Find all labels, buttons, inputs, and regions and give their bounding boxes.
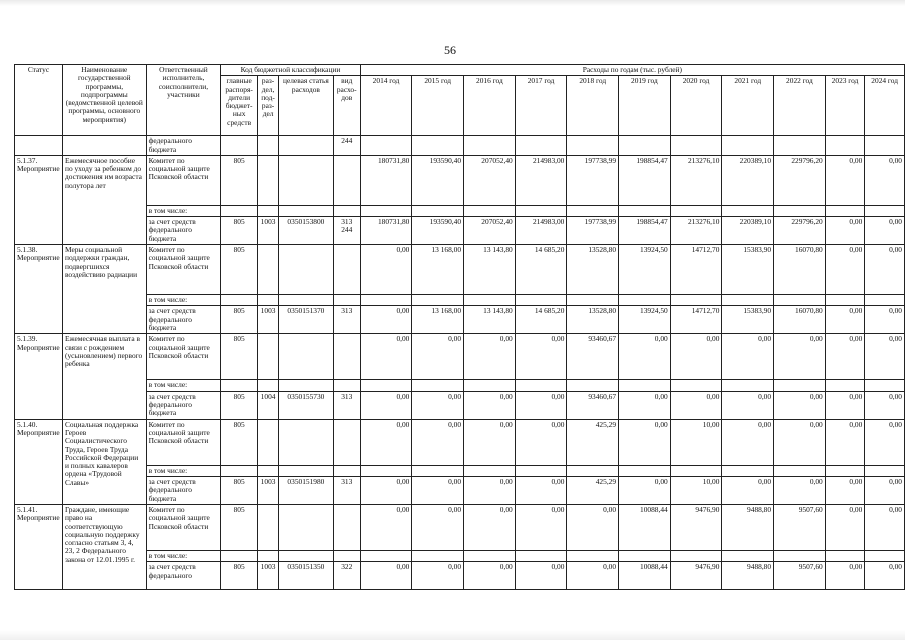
carry-over-row: [15, 136, 905, 156]
year-value: 0,00: [412, 419, 464, 465]
year-value: 0,00: [865, 245, 905, 295]
federal-year-value: 207052,40: [464, 217, 516, 245]
federal-kind: 313 244: [333, 217, 360, 245]
federal-year-value: 0,00: [567, 562, 619, 590]
year-value: 0,00: [670, 334, 722, 380]
federal-year-value: 0,00: [865, 306, 905, 334]
year-value: 0,00: [412, 504, 464, 550]
federal-section: 1003: [258, 562, 279, 590]
measure-row: [15, 155, 905, 205]
federal-year-value: 0,00: [865, 391, 905, 419]
federal-grbs: 805: [221, 391, 258, 419]
year-value: 0,00: [464, 419, 516, 465]
year-value: 13 143,80: [464, 245, 516, 295]
year-value: 0,00: [865, 419, 905, 465]
year-value: 0,00: [774, 334, 826, 380]
federal-year-value: 0,00: [865, 562, 905, 590]
federal-year-value: 9476,90: [670, 562, 722, 590]
federal-year-value: 0,00: [360, 306, 412, 334]
federal-label: за счет средств федерального бюджета: [146, 306, 221, 334]
including-row: [15, 205, 905, 216]
federal-year-value: 9507,60: [774, 562, 826, 590]
federal-year-value: 13528,80: [567, 306, 619, 334]
header-status: Статус: [15, 65, 63, 136]
scan-top-edge: [0, 0, 905, 6]
year-value: 0,00: [774, 419, 826, 465]
year-value: 213276,10: [670, 155, 722, 205]
federal-year-value: 93460,67: [567, 391, 619, 419]
federal-year-value: 16070,80: [774, 306, 826, 334]
federal-year-value: 0,00: [825, 391, 865, 419]
header-section: раз-дел, под-раз-дел: [258, 76, 279, 136]
year-value: 198854,47: [619, 155, 671, 205]
year-value: 220389,10: [722, 155, 774, 205]
year-value: 0,00: [360, 334, 412, 380]
federal-year-value: 0,00: [825, 306, 865, 334]
federal-kind: 313: [333, 391, 360, 419]
header-year: 2016 год: [464, 76, 516, 136]
measure-name: Ежемесячная выплата в связи с рождением (усыновлением) первого ребенка: [62, 334, 146, 419]
federal-year-value: 0,00: [722, 391, 774, 419]
year-value: 425,29: [567, 419, 619, 465]
including-row: [15, 295, 905, 306]
federal-kind: 313: [333, 476, 360, 504]
measure-name: Ежемесячное пособие по уходу за ребенком до достижения им возраста полутора лет: [62, 155, 146, 244]
federal-year-value: 9488,80: [722, 562, 774, 590]
including-label: в том числе:: [146, 205, 221, 216]
federal-year-value: 14 685,20: [515, 306, 567, 334]
federal-row: [15, 217, 905, 245]
federal-grbs: 805: [221, 217, 258, 245]
year-value: 93460,67: [567, 334, 619, 380]
measure-row: [15, 334, 905, 380]
header-year: 2020 год: [670, 76, 722, 136]
measure-grbs: 805: [221, 419, 258, 465]
header-year: 2019 год: [619, 76, 671, 136]
federal-year-value: 0,00: [515, 391, 567, 419]
year-value: 13924,50: [619, 245, 671, 295]
federal-year-value: 425,29: [567, 476, 619, 504]
header-year: 2018 год: [567, 76, 619, 136]
federal-label: за счет средств федерального: [146, 562, 221, 590]
budget-table: [14, 64, 905, 590]
federal-year-value: 0,00: [360, 391, 412, 419]
including-row: [15, 550, 905, 561]
measure-row: [15, 245, 905, 295]
federal-year-value: 229796,20: [774, 217, 826, 245]
federal-row: [15, 562, 905, 590]
year-value: 214983,00: [515, 155, 567, 205]
federal-year-value: 0,00: [360, 562, 412, 590]
measure-row: [15, 419, 905, 465]
federal-year-value: 0,00: [360, 476, 412, 504]
federal-row: [15, 306, 905, 334]
year-value: 0,00: [825, 419, 865, 465]
header-year: 2017 год: [515, 76, 567, 136]
measure-grbs: 805: [221, 504, 258, 550]
measure-number: 5.1.39. Мероприятие: [15, 334, 63, 419]
federal-year-value: 13 143,80: [464, 306, 516, 334]
header-year: 2021 год: [722, 76, 774, 136]
federal-year-value: 0,00: [825, 476, 865, 504]
measure-name: Граждане, имеющие право на соответствующую социальную поддержку согласно статьям 3, 4, 23, 2 Федерального закона от 12.01.1995 г.: [62, 504, 146, 589]
measure-grbs: 805: [221, 245, 258, 295]
header-year: 2022 год: [774, 76, 826, 136]
federal-year-value: 0,00: [865, 476, 905, 504]
including-label: в том числе:: [146, 550, 221, 561]
year-value: 0,00: [619, 334, 671, 380]
year-value: 197738,99: [567, 155, 619, 205]
federal-year-value: 13 168,00: [412, 306, 464, 334]
federal-year-value: 0,00: [774, 391, 826, 419]
year-value: 0,00: [567, 504, 619, 550]
federal-grbs: 805: [221, 306, 258, 334]
year-value: 0,00: [825, 155, 865, 205]
header-target: целевая статья расходов: [279, 76, 334, 136]
including-label: в том числе:: [146, 295, 221, 306]
measure-executor: Комитет по социальной защите Псковской области: [146, 334, 221, 380]
including-label: в том числе:: [146, 380, 221, 391]
federal-year-value: 10,00: [670, 476, 722, 504]
carry-over-label: федерального бюджета: [146, 136, 221, 156]
year-value: 0,00: [722, 419, 774, 465]
header-name: Наименование государственной программы, подпрограммы (ведомственной целевой программы, основного мероприятия): [62, 65, 146, 136]
federal-year-value: 0,00: [515, 562, 567, 590]
year-value: 193590,40: [412, 155, 464, 205]
federal-kind: 322: [333, 562, 360, 590]
year-value: 0,00: [360, 504, 412, 550]
header-year: 2014 год: [360, 76, 412, 136]
federal-year-value: 198854,47: [619, 217, 671, 245]
scan-bottom-edge: [0, 630, 905, 640]
year-value: 9507,60: [774, 504, 826, 550]
federal-year-value: 197738,99: [567, 217, 619, 245]
year-value: 14712,70: [670, 245, 722, 295]
year-value: 0,00: [515, 419, 567, 465]
federal-year-value: 0,00: [464, 391, 516, 419]
year-value: 0,00: [865, 334, 905, 380]
year-value: 0,00: [360, 245, 412, 295]
including-row: [15, 465, 905, 476]
federal-label: за счет средств федерального бюджета: [146, 476, 221, 504]
year-value: 0,00: [515, 334, 567, 380]
header-expenses: Расходы по годам (тыс. рублей): [360, 65, 904, 76]
federal-year-value: 15383,90: [722, 306, 774, 334]
year-value: 16070,80: [774, 245, 826, 295]
including-row: [15, 380, 905, 391]
federal-year-value: 193590,40: [412, 217, 464, 245]
header-year: 2015 год: [412, 76, 464, 136]
federal-row: [15, 391, 905, 419]
year-value: 0,00: [722, 334, 774, 380]
federal-label: за счет средств федерального бюджета: [146, 391, 221, 419]
page-number: 56: [444, 43, 456, 57]
measure-executor: Комитет по социальной защите Псковской области: [146, 419, 221, 465]
federal-target: 0350153800: [279, 217, 334, 245]
including-label: в том числе:: [146, 465, 221, 476]
year-value: 10,00: [670, 419, 722, 465]
year-value: 229796,20: [774, 155, 826, 205]
year-value: 0,00: [464, 504, 516, 550]
year-value: 0,00: [515, 504, 567, 550]
federal-year-value: 180731,80: [360, 217, 412, 245]
measure-number: 5.1.38. Мероприятие: [15, 245, 63, 334]
year-value: 0,00: [412, 334, 464, 380]
measure-name: Меры социальной поддержки граждан, подвергшихся воздействию радиации: [62, 245, 146, 334]
year-value: 0,00: [619, 419, 671, 465]
federal-year-value: 0,00: [464, 476, 516, 504]
year-value: 13 168,00: [412, 245, 464, 295]
federal-target: 0350155730: [279, 391, 334, 419]
federal-year-value: 0,00: [825, 217, 865, 245]
measure-executor: Комитет по социальной защите Псковской области: [146, 155, 221, 205]
federal-year-value: 0,00: [865, 217, 905, 245]
federal-grbs: 805: [221, 476, 258, 504]
measure-number: 5.1.41. Мероприятие: [15, 504, 63, 589]
header-budget-code: Код бюджетной классификации: [221, 65, 361, 76]
federal-year-value: 0,00: [619, 391, 671, 419]
federal-year-value: 0,00: [515, 476, 567, 504]
federal-target: 0350151350: [279, 562, 334, 590]
federal-year-value: 14712,70: [670, 306, 722, 334]
year-value: 0,00: [825, 504, 865, 550]
federal-year-value: 0,00: [619, 476, 671, 504]
measure-grbs: 805: [221, 334, 258, 380]
measure-number: 5.1.37. Мероприятие: [15, 155, 63, 244]
federal-year-value: 220389,10: [722, 217, 774, 245]
measure-number: 5.1.40. Мероприятие: [15, 419, 63, 504]
header-year: 2024 год: [865, 76, 905, 136]
federal-year-value: 0,00: [412, 562, 464, 590]
federal-year-value: 0,00: [412, 476, 464, 504]
federal-section: 1003: [258, 306, 279, 334]
federal-target: 0350151370: [279, 306, 334, 334]
header-executor: Ответственный исполнитель, соисполнители, участники: [146, 65, 221, 136]
federal-kind: 313: [333, 306, 360, 334]
year-value: 14 685,20: [515, 245, 567, 295]
header-kind: вид расхо-дов: [333, 76, 360, 136]
federal-year-value: 0,00: [722, 476, 774, 504]
federal-year-value: 10088,44: [619, 562, 671, 590]
year-value: 0,00: [865, 155, 905, 205]
year-value: 0,00: [464, 334, 516, 380]
federal-label: за счет средств федерального бюджета: [146, 217, 221, 245]
header-grbs: главные распоря-дители бюджет-ных средств: [221, 76, 258, 136]
measure-name: Социальная поддержка Героев Социалистического Труда, Героев Труда Российской Федерации и полных кавалеров ордена «Трудовой Славы»: [62, 419, 146, 504]
year-value: 9476,90: [670, 504, 722, 550]
federal-section: 1004: [258, 391, 279, 419]
measure-executor: Комитет по социальной защите Псковской области: [146, 245, 221, 295]
measure-executor: Комитет по социальной защите Псковской области: [146, 504, 221, 550]
year-value: 9488,80: [722, 504, 774, 550]
measure-grbs: 805: [221, 155, 258, 205]
year-value: 13528,80: [567, 245, 619, 295]
year-value: 0,00: [825, 334, 865, 380]
federal-section: 1003: [258, 476, 279, 504]
year-value: 10088,44: [619, 504, 671, 550]
federal-row: [15, 476, 905, 504]
federal-year-value: 0,00: [670, 391, 722, 419]
federal-year-value: 0,00: [825, 562, 865, 590]
federal-target: 0350151980: [279, 476, 334, 504]
federal-grbs: 805: [221, 562, 258, 590]
header-year: 2023 год: [825, 76, 865, 136]
year-value: 0,00: [865, 504, 905, 550]
measure-row: [15, 504, 905, 550]
federal-year-value: 214983,00: [515, 217, 567, 245]
federal-section: 1003: [258, 217, 279, 245]
federal-year-value: 13924,50: [619, 306, 671, 334]
carry-over-kind: 244: [333, 136, 360, 156]
year-value: 207052,40: [464, 155, 516, 205]
federal-year-value: 0,00: [412, 391, 464, 419]
federal-year-value: 0,00: [464, 562, 516, 590]
year-value: 15383,90: [722, 245, 774, 295]
federal-year-value: 213276,10: [670, 217, 722, 245]
year-value: 0,00: [360, 419, 412, 465]
year-value: 0,00: [825, 245, 865, 295]
federal-year-value: 0,00: [774, 476, 826, 504]
year-value: 180731,80: [360, 155, 412, 205]
